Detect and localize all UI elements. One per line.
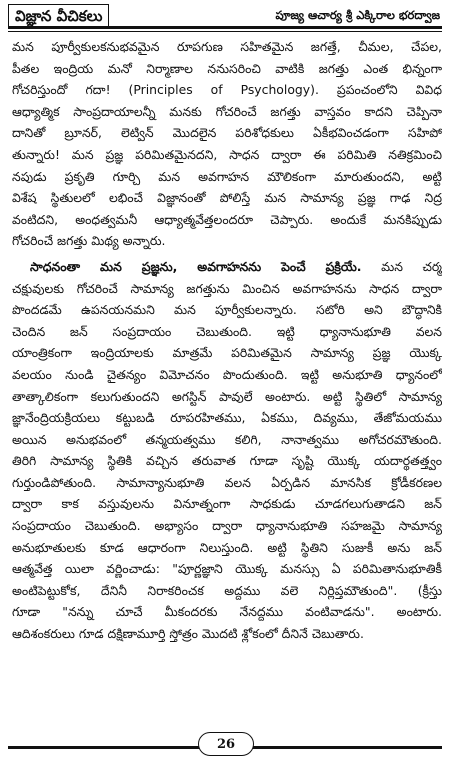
text-line: గోచరించే జగత్తు మిథ్య అన్నారు. bbox=[12, 233, 166, 249]
text-line: ఆత్మవేత్త యిలా వర్ణించాడు: "పూర్ణజ్ఞాని యొక్క మనస్సు ఏ పరిమితానుభూతికీ bbox=[12, 561, 442, 577]
text-line: చక్షువులకు గోచరించే సామాన్య జగత్తును మించిన అవగాహనను సాధన ద్వారా bbox=[12, 280, 442, 296]
text-line: అయిన అనుభవంలో తన్మయత్వము కలిగి, నానాత్వము అగోచరమౌతుంది. bbox=[12, 431, 442, 447]
text-line: గూడా "నన్ను చూచే మీకందరకు నేనద్దము వంటివాడను". అంటారు. bbox=[12, 604, 442, 620]
text-line: ఆదిశంకరులు గూడ దక్షిణామూర్తి స్తోత్రం మొదటి శ్లోకంలో దీనినే చెబుతారు. bbox=[12, 626, 364, 642]
text-line: ఆధ్యాత్మిక సాంప్రదాయాలన్నీ మనకు గోచరించే జగత్తు వాస్తవం కాదని చెప్పినా bbox=[12, 103, 442, 119]
text-line: పీతల ఇంద్రియ మనో నిర్మాణాల ననుసరించి వాటికి జగత్తు ఎంత భిన్నంగా bbox=[12, 60, 442, 76]
header-rule-thick bbox=[8, 26, 442, 29]
text-line: వంటిదని, అంధత్వమనీ ఆధ్యాత్మవేత్తలందరూ చెప్పారు. అందుకే మనకిప్పుడు bbox=[12, 211, 442, 227]
text-line: సంప్రదాయం చెబుతుంది. అభ్యాసం ద్వారా ధ్యానానుభూతి సహజమై సామాన్య bbox=[12, 518, 442, 534]
text-line: దానితో బ్రూనర్, లెట్విన్ మొదలైన పరిశోధకులు ఏకీభవించడంగా సహిపో bbox=[12, 125, 442, 141]
text-line: అంటిపెట్టుకోక, దేనినీ నిరాకరించక అద్దము వలె నిర్లిప్తమౌతుంది". (క్రీస్తు bbox=[12, 582, 442, 598]
text-line: చెందిన జన్ సంప్రదాయం చెబుతుంది. ఇట్టి ధ్యానానుభూతి వలన bbox=[12, 323, 442, 339]
paragraph-1 bbox=[12, 36, 442, 252]
body-text bbox=[12, 36, 442, 645]
text-line: యాంత్రికంగా ఇంద్రియాలకు మాత్రమే పరిమితమైన సామాన్య ప్రజ్ఞ యొక్క bbox=[12, 345, 442, 361]
author-name: పూజ్య ఆచార్య శ్రీ ఎక్కిరాల భరద్వాజ bbox=[275, 8, 440, 22]
paragraph-2-lead: సాధనంతా మన ప్రజ్ఞను, అవగాహనను పెంచే ప్రక్రియే. bbox=[30, 258, 362, 274]
text-line: తిరిగి సామాన్య స్థితికి వచ్చిన తరువాత గూడా సృష్టి యొక్క యదార్థతత్త్వం bbox=[12, 453, 442, 469]
text-line: విశేష స్థితులలో లభించే విజ్ఞానంతో పోలిస్తే మన సామాన్య ప్రజ్ఞ గాఢ నిద్ర bbox=[12, 190, 442, 206]
page-number: 26 bbox=[198, 732, 254, 756]
paragraph-2-first-line bbox=[12, 256, 442, 278]
text-line: మన పూర్వీకులకనుభవమైన రూపగుణ సహితమైన జగత్తే, చీమల, చేపల, bbox=[12, 39, 442, 54]
text-line: తాత్కాలికంగా కలుగుతుందని అగస్టిన్ పావులే అంటారు. అట్టి స్థితిలో సామాన్య bbox=[12, 388, 442, 404]
running-header bbox=[8, 4, 442, 26]
text-line: నపుడు ప్రకృతి గూర్చి మన అవగాహన మౌలికంగా మారుతుందని, అట్టి bbox=[12, 168, 442, 184]
paragraph-2-lead-rest: మన చర్మ bbox=[361, 258, 442, 274]
text-line: జ్ఞానేంద్రియక్రియలు కట్టుబడి రూపరహితము, ఏకము, దివ్యము, తేజోమయము bbox=[12, 410, 442, 426]
text-line: గుర్తుండిపోతుంది. సామాన్యానుభూతి వలన ఏర్పడిన మానసిక క్రోడీకరణల bbox=[12, 474, 442, 490]
text-line: గోచరిస్తుందో గదా! (Principles of Psychology). ప్రపంచంలోని వివిధ bbox=[12, 82, 442, 98]
text-line: ద్వారా కాక వస్తువులను వినూత్నంగా సాధకుడు చూడగలుగుతాడని జన్ bbox=[12, 496, 442, 512]
text-line: పొందడమే ఉపనయనమని మన పూర్వీకులన్నారు. సటోరి అని బౌద్ధానికి bbox=[12, 302, 442, 318]
paragraph-2 bbox=[12, 256, 442, 645]
text-line: అనుభూతులకు కూడ ఆధారంగా నిలుస్తుంది. అట్టి స్థితిని సుజుకీ అను జన్ bbox=[12, 539, 442, 555]
text-line: తున్నారు! మన ప్రజ్ఞ పరిమితమైనదని, సాధన ద్వారా ఈ పరిమితి నతిక్రమించి bbox=[12, 146, 442, 162]
header-rule-thin bbox=[8, 31, 442, 32]
book-title: విజ్ఞాన వీచికలు bbox=[8, 4, 109, 26]
text-line: వలయం నుండి చైతన్యం విమోచనం పొందుతుంది. ఇట్టి అనుభూతి ధ్యానంలో bbox=[12, 366, 442, 382]
